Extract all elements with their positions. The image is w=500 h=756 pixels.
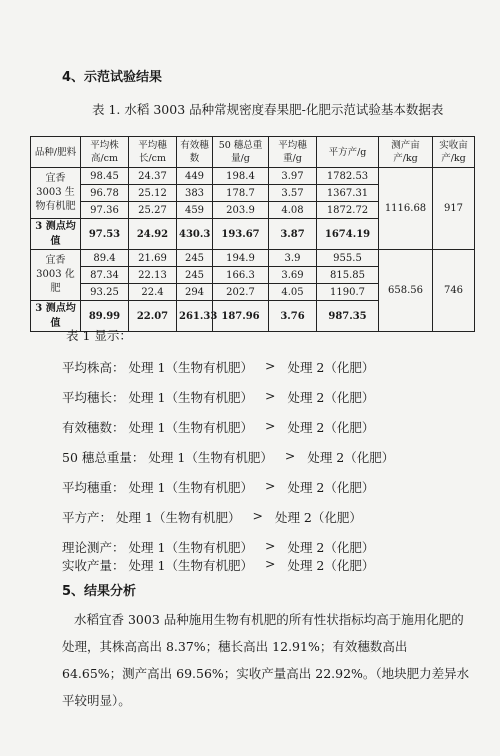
table-cell: 202.7 (213, 284, 269, 301)
finding-relation: > (264, 418, 276, 433)
finding-left: 处理 1（生物有机肥） (128, 360, 253, 375)
table-cell: 21.69 (129, 250, 177, 267)
col-header: 平方产/g (317, 137, 379, 168)
finding-right: 处理 2（化肥） (307, 450, 395, 465)
finding-label: 平均穗重： (62, 480, 125, 495)
col-header: 平均株高/cm (81, 137, 129, 168)
finding-item (62, 358, 374, 376)
table-row (31, 168, 475, 185)
finding-left: 处理 1（生物有机肥） (148, 450, 273, 465)
table-cell: 245 (177, 250, 213, 267)
table-cell: 22.13 (129, 267, 177, 284)
col-header: 品种/肥料 (31, 137, 81, 168)
measured-yield-cell: 1116.68 (379, 168, 433, 250)
table-cell: 3.57 (269, 185, 317, 202)
average-label: 3 测点均值 (31, 219, 81, 250)
finding-right: 处理 2（化肥） (287, 420, 375, 435)
variety-cell: 宜香 3003 生物有机肥 (31, 168, 81, 219)
table-cell: 987.35 (317, 301, 379, 332)
finding-right: 处理 2（化肥） (287, 558, 375, 573)
table-cell: 261.33 (177, 301, 213, 332)
table-cell: 97.53 (81, 219, 129, 250)
table-cell: 25.12 (129, 185, 177, 202)
finding-item (62, 448, 394, 466)
col-header: 实收亩产/kg (433, 137, 475, 168)
table-cell: 1367.31 (317, 185, 379, 202)
table-cell: 430.3 (177, 219, 213, 250)
table-cell: 4.05 (269, 284, 317, 301)
finding-relation: > (252, 508, 263, 523)
col-header: 测产亩产/kg (379, 137, 433, 168)
table-cell: 1190.7 (317, 284, 379, 301)
finding-label: 平均穗长： (62, 390, 125, 405)
finding-left: 处理 1（生物有机肥） (128, 480, 253, 495)
finding-relation: > (284, 448, 296, 463)
table-cell: 24.92 (129, 219, 177, 250)
finding-relation: > (264, 538, 276, 553)
variety-cell: 宜香 3003 化肥 (31, 250, 81, 301)
table-cell: 245 (177, 267, 213, 284)
table-cell: 25.27 (129, 202, 177, 219)
table-cell: 4.08 (269, 202, 317, 219)
actual-yield-cell: 917 (433, 168, 475, 250)
average-label: 3 测点均值 (31, 301, 81, 332)
finding-label: 50 穗总重量： (62, 450, 145, 465)
finding-left: 处理 1（生物有机肥） (128, 558, 253, 573)
finding-right: 处理 2（化肥） (287, 540, 375, 555)
finding-item (62, 478, 374, 496)
col-header: 50 穗总重量/g (213, 137, 269, 168)
table-cell: 93.25 (81, 284, 129, 301)
table-cell: 87.34 (81, 267, 129, 284)
finding-left: 处理 1（生物有机肥） (128, 540, 253, 555)
finding-relation: > (264, 556, 276, 571)
table-cell: 1674.19 (317, 219, 379, 250)
table-cell: 3.87 (269, 219, 317, 250)
section-4-heading: 4、示范试验结果 (62, 70, 163, 85)
finding-item (62, 388, 374, 406)
table-cell: 22.07 (129, 301, 177, 332)
table-cell: 24.37 (129, 168, 177, 185)
finding-left: 处理 1（生物有机肥） (128, 420, 253, 435)
table-cell: 89.4 (81, 250, 129, 267)
table-cell: 294 (177, 284, 213, 301)
finding-relation: > (264, 358, 276, 373)
table-cell: 166.3 (213, 267, 269, 284)
table-cell: 96.78 (81, 185, 129, 202)
table-row (31, 250, 475, 267)
finding-left: 处理 1（生物有机肥） (116, 510, 241, 525)
finding-item (62, 538, 374, 556)
finding-label: 有效穗数： (62, 420, 125, 435)
table-cell: 97.36 (81, 202, 129, 219)
table-cell: 1782.53 (317, 168, 379, 185)
table-cell: 459 (177, 202, 213, 219)
analysis-paragraph: 水稻宜香 3003 品种施用生物有机肥的所有性状指标均高于施用化肥的处理，其株高高出 8.37%；穗长高出 12.91%；有效穗数高出 64.65%；测产高出 69.56%；实收产量高出 22.92%。（地块肥力差异水平较明显）。 (62, 612, 470, 708)
table-cell: 22.4 (129, 284, 177, 301)
table-cell: 815.85 (317, 267, 379, 284)
summary-title: 表 1 显示： (66, 328, 132, 343)
table-cell: 178.7 (213, 185, 269, 202)
table-cell: 98.45 (81, 168, 129, 185)
finding-label: 平均株高： (62, 360, 125, 375)
table-cell: 203.9 (213, 202, 269, 219)
finding-right: 处理 2（化肥） (287, 480, 375, 495)
finding-right: 处理 2（化肥） (287, 360, 375, 375)
measured-yield-cell: 658.56 (379, 250, 433, 332)
finding-right: 处理 2（化肥） (274, 510, 362, 525)
finding-label: 实收产量： (62, 558, 125, 573)
section-5-heading: 5、结果分析 (62, 584, 137, 599)
data-table (30, 136, 475, 332)
finding-label: 平方产： (62, 510, 113, 525)
finding-item (62, 418, 374, 436)
table-cell: 193.67 (213, 219, 269, 250)
table-cell: 198.4 (213, 168, 269, 185)
finding-item (62, 508, 362, 526)
table-header-row (31, 137, 475, 168)
table-cell: 383 (177, 185, 213, 202)
finding-relation: > (264, 478, 276, 493)
finding-item (62, 556, 374, 574)
table-cell: 449 (177, 168, 213, 185)
table-cell: 3.9 (269, 250, 317, 267)
finding-left: 处理 1（生物有机肥） (128, 390, 253, 405)
table-cell: 1872.72 (317, 202, 379, 219)
finding-label: 理论测产： (62, 540, 125, 555)
table-cell: 194.9 (213, 250, 269, 267)
table-cell: 3.97 (269, 168, 317, 185)
table-caption: 表 1. 水稻 3003 品种常规密度春果肥-化肥示范试验基本数据表 (92, 102, 444, 117)
col-header: 平均穗重/g (269, 137, 317, 168)
table-cell: 3.76 (269, 301, 317, 332)
table-cell: 3.69 (269, 267, 317, 284)
table-cell: 89.99 (81, 301, 129, 332)
actual-yield-cell: 746 (433, 250, 475, 332)
finding-relation: > (264, 388, 276, 403)
col-header: 有效穗数 (177, 137, 213, 168)
finding-right: 处理 2（化肥） (287, 390, 375, 405)
col-header: 平均穗长/cm (129, 137, 177, 168)
table-cell: 187.96 (213, 301, 269, 332)
table-cell: 955.5 (317, 250, 379, 267)
